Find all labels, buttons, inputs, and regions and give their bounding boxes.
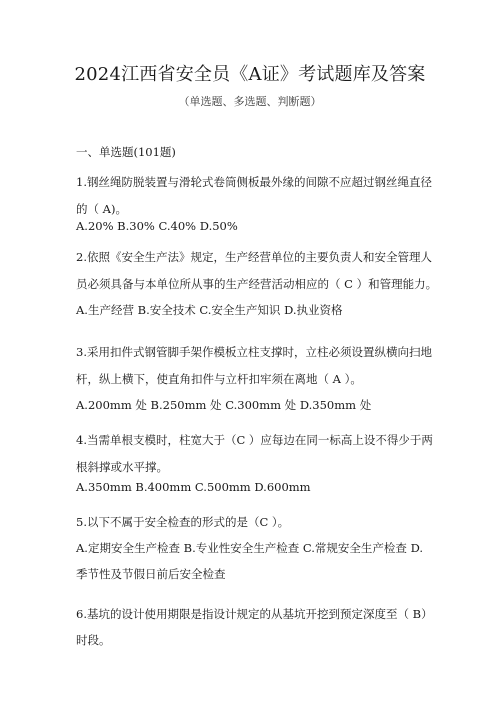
question-5-options: A.定期安全生产检查 B.专业性安全生产检查 C.常规安全生产检查 D. [76, 541, 424, 555]
document-title: 2024江西省安全员《A证》考试题库及答案 [74, 64, 426, 85]
question-5-line-1: 5.以下不属于安全检查的形式的是（C ）。 [76, 515, 290, 529]
question-3-options: A.200mm 处 B.250mm 处 C.300mm 处 D.350mm 处 [76, 398, 372, 412]
question-6-line-1: 6.基坑的设计使用期限是指设计规定的从基坑开挖到预定深度至（ B） [76, 607, 433, 621]
question-4-options: A.350mm B.400mm C.500mm D.600mm [76, 480, 311, 494]
question-1-options: A.20% B.30% C.40% D.50% [76, 219, 238, 233]
question-2-line-1: 2.依照《安全生产法》规定，生产经营单位的主要负责人和安全管理人 [76, 250, 432, 264]
question-1-line-1: 1.钢丝绳防脱装置与滑轮式卷筒侧板最外缘的间隙不应超过钢丝绳直径 [76, 175, 432, 189]
section-heading: 一、单选题(101题) [76, 145, 176, 159]
question-2-line-2: 员必须具备与本单位所从事的生产经营活动相应的（ C ）和管理能力。 [76, 277, 438, 291]
question-4-line-2: 根斜撑或水平撑。 [76, 460, 168, 474]
question-5-options-continued: 季节性及节假日前后安全检查 [76, 567, 226, 581]
question-2-options: A.生产经营 B.安全技术 C.安全生产知识 D.执业资格 [76, 303, 343, 317]
question-3-line-1: 3.采用扣件式钢管脚手架作模板立柱支撑时，立柱必须设置纵横向扫地 [76, 345, 432, 359]
question-4-line-1: 4.当需单根支模时，柱宽大于（C ）应每边在同一标高上设不得少于两 [76, 433, 433, 447]
question-3-line-2: 杆，纵上横下，使直角扣件与立杆扣牢须在离地（ A ）。 [76, 372, 362, 386]
question-6-line-2: 时段。 [76, 633, 111, 647]
question-1-line-2: 的（ A)。 [76, 202, 127, 216]
document-subtitle: （单选题、多选题、判断题） [178, 95, 322, 108]
